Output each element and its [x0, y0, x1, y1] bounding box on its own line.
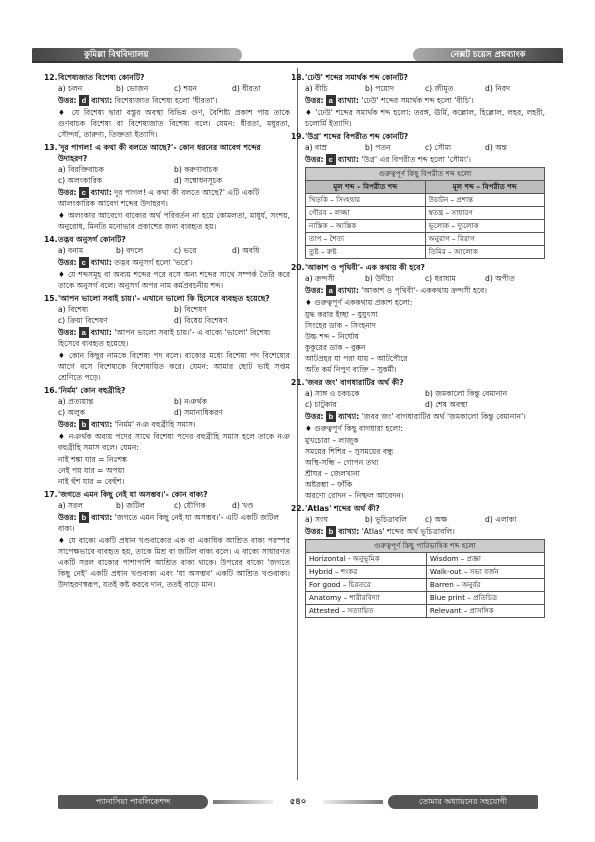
answer-label: উত্তর:	[58, 258, 77, 267]
option-d: d) বিধেয় বিশেষণ	[174, 316, 228, 325]
example-line: কুকুরের ডাক – বুক্কন	[305, 343, 366, 352]
table-row	[306, 194, 545, 207]
question-14	[44, 234, 290, 291]
example-line: নাই হুঁশ যার = বেহুঁশ।	[58, 477, 125, 486]
option-d: d) অন্ত	[485, 143, 508, 152]
question-15	[44, 293, 290, 383]
example-line: যুদ্ধ করার ইচ্ছা – যুযুৎসা	[305, 310, 378, 319]
note: ♦ 'ঢেউ' শব্দের সমার্থক শব্দ হলো: তরঙ্গ, ঊর্মি, কল্লোল, হিল্লোল, লহর, লহরী, চলোর্মি ইত্যাদি।	[305, 108, 545, 128]
page-footer	[58, 795, 538, 809]
option-a: a) সরল	[58, 501, 83, 510]
question-text: 'Atlas' শব্দের অর্থ কী?	[305, 504, 380, 513]
page-header	[32, 48, 563, 62]
table-cell: Anatomy – শারীরবিদ্যা	[306, 592, 427, 605]
option-b: b) বদলে	[116, 246, 144, 255]
example-line: অতি কর্ম নিপুণ ব্যক্তি – সুকর্মী।	[305, 365, 397, 374]
answer-box: d	[79, 95, 90, 106]
answer-box: b	[79, 419, 90, 430]
example-line: নাই শঙ্কা যার = নিঃশঙ্ক	[58, 455, 127, 464]
answer-label: উত্তর:	[305, 286, 324, 295]
explanation-text: 'আকাশ ও পৃথিবী'- এককথায় ক্রন্দসী হবে।	[361, 286, 487, 295]
table-cell: Wisdom – প্রজ্ঞা	[426, 553, 544, 566]
example-line: মুখচোরা – লাজুক	[305, 436, 359, 445]
option-d: d) সম্বোধনসূচক	[174, 176, 223, 185]
table-row	[306, 592, 545, 605]
explanation-label: ব্যাখ্যা:	[338, 412, 360, 421]
table-header: মূল শব্দ – বিপরীত শব্দ	[306, 181, 426, 194]
question-number: 18.	[291, 73, 305, 82]
option-a: a) প্রত্যয়ান্ত	[58, 397, 94, 406]
answer-line	[58, 327, 290, 349]
answer-box: c	[326, 154, 336, 165]
answer-box: a	[326, 95, 336, 106]
question-number: 14.	[44, 235, 58, 244]
option-d: d) এলাকা	[485, 515, 517, 524]
antonym-table	[305, 167, 545, 259]
explanation-text: 'উগ্র' এর বিপরীত শব্দ হলো 'সৌম্য'।	[361, 155, 471, 164]
right-column	[291, 70, 545, 621]
answer-box: b	[326, 526, 337, 537]
question-number: 16.	[44, 386, 58, 395]
answer-label: উত্তর:	[305, 96, 324, 105]
answer-line	[58, 512, 290, 534]
note: ♦ গুরুত্বপূর্ণ এককথায় প্রকাশ হলো:	[305, 298, 413, 307]
column-divider	[297, 68, 298, 780]
option-c: c) ধরাধাম	[425, 274, 456, 283]
answer-box: c	[79, 187, 89, 198]
question-text: বিশেষ্যজাত বিশেষ্য কোনটি?	[58, 73, 145, 82]
table-row	[306, 207, 545, 220]
options	[305, 83, 545, 94]
option-d: d) ধীরতা	[232, 84, 261, 93]
answer-line	[305, 95, 545, 106]
explanation-text: 'Atlas' শব্দের অর্থ ভূচিত্রাবলি।	[361, 527, 455, 536]
options	[58, 396, 290, 418]
options	[58, 83, 290, 94]
options	[58, 164, 290, 186]
question-text: 'দূর পাগল! এ কথা কী বলতে আছে?'- কোন ধরনের আবেগ শব্দের উদাহরণ?	[58, 143, 261, 163]
option-b: b) করুণাবাচক	[174, 165, 218, 174]
options	[58, 245, 290, 256]
question-text: 'আপন ভালো সবাই চায়।'- এখানে ভালো কি হিসেবে ব্যবহৃত হয়েছে?	[58, 294, 270, 303]
table-cell: খিড়কি – সিংহদ্বার	[306, 194, 426, 207]
question-16	[44, 385, 290, 487]
option-a: a) বীচি	[305, 84, 328, 93]
option-c: c) যৌগিক	[174, 501, 206, 510]
table-cell: তুষ্ট – রুষ্ট	[306, 246, 426, 259]
explanation-label: ব্যাখ্যা:	[91, 420, 113, 429]
question-17	[44, 489, 290, 590]
question-text: 'উগ্র' শব্দের বিপরীত শব্দ কোনটি?	[305, 132, 409, 141]
note: ♦ যে বিশেষ্য দ্বারা বস্তুর অবস্থা বিভিন্ন গুণ, বৈশিষ্ট্য প্রকাশ পায় তাকে গুণবাচক বিশেষ্য বা বিশেষ্যজাত বিশেষ্য বলে। যেমন: ধীরতা, মধুরতা, সৌন্দর্য, তারুণ্য, তিক্ততা ইত্যাদি।	[58, 108, 290, 139]
table-cell: Blue print – প্রতিচিত্র	[426, 592, 544, 605]
question-text: 'নির্মম' কোন বহুব্রীহি?	[58, 386, 126, 395]
example-line: অস্থি-সন্ধি – গোপন তথ্য	[305, 458, 379, 467]
footer-publisher: প্যানাসিয়া পাবলিকেশন্স	[58, 795, 208, 809]
explanation-label: ব্যাখ্যা:	[91, 96, 113, 105]
option-b: b) জটিল	[116, 501, 145, 510]
example-line: অষ্টরম্ভা – ফাঁকি	[305, 480, 353, 489]
options	[305, 388, 545, 410]
answer-line	[58, 95, 290, 106]
option-d: d) সমানাধিকরণ	[174, 408, 223, 417]
example-line: সিংহের ডাক – সিংহনাদ	[305, 321, 376, 330]
question-number: 13.	[44, 143, 58, 152]
option-d: d) অবধি	[232, 246, 260, 255]
example-line: আটপ্রহর যা পরা যায় – আটপৌরে	[305, 354, 408, 363]
table-cell: Hybrid – শংকর	[306, 566, 427, 579]
answer-box: a	[326, 285, 336, 296]
note: ♦ অলংকার আবেগে বাক্যের অর্থ পরিবর্তন না হয়ে কোমলতা, মাধুর্য, সংশয়, অনুরোধ, মিনতি মনোভাব প্রকাশের জন্য ব্যবহৃত হয়।	[58, 211, 290, 231]
left-column	[44, 70, 290, 591]
table-cell: ভূলোক – দ্যুলোক	[425, 220, 545, 233]
option-a: a) বিরক্তিবাচক	[58, 165, 104, 174]
explanation-label: ব্যাখ্যা:	[338, 527, 360, 536]
question-13	[44, 142, 290, 232]
answer-label: উত্তর:	[58, 328, 77, 337]
note: ♦ যে বাক্যে একটি প্রধান খণ্ডবাক্যের এক বা একাধিক আশ্রিত বাক্য পরস্পর সাপেক্ষভাবে ব্যবহৃত হয়, তাকে মিশ্র বা জটিল বাক্য বলে। এ বাক্যে সাধারণত একটি সরল বাক্যের পাশাপাশি আশ্রিত বাক্য থাকে। উপরের বাক্যে 'জগতে কিছু নেই' একটি প্রধান খণ্ডবাক্য এবং 'যা অসম্ভব' একটি আশ্রিত খণ্ডবাক্য। উদাহরণস্বরূপ, যতই কষ্ট করবে দান, ততই বাড়ে মান।	[58, 536, 290, 589]
answer-line	[305, 154, 545, 165]
explanation-text: 'জবর জং' বাগধারাটির অর্থ 'জমকালো কিন্তু বেমানান'।	[361, 412, 526, 421]
option-a: a) চলন	[58, 84, 83, 93]
explanation-label: ব্যাখ্যা:	[337, 96, 359, 105]
answer-box: b	[326, 411, 337, 422]
table-row	[306, 566, 545, 579]
option-c: c) শয়ন	[174, 84, 198, 93]
table-cell: তাপ – শৈত্য	[306, 233, 426, 246]
option-c: c) অলুক	[58, 408, 86, 417]
answer-label: উত্তর:	[305, 155, 324, 164]
note: ♦ নঞর্থক অব্যয় পদের সাথে বিশেষ্য পদের বহুব্রীহি সমাস হলে তাকে নঞ বহুব্রীহি সমাস বলে। যেমন:	[58, 432, 290, 452]
option-b: b) উদীচ্য	[365, 274, 394, 283]
explanation-label: ব্যাখ্যা:	[337, 155, 359, 164]
table-caption: গুরুত্বপূর্ণ কিছু পারিভাষিক শব্দ হলো	[306, 540, 545, 553]
option-b: b) ভূচিত্রাবলি	[365, 515, 407, 524]
question-number: 15.	[44, 294, 58, 303]
option-c: c) সৌম্য	[425, 143, 452, 152]
option-d: d) খণ্ড	[232, 501, 254, 510]
table-row	[306, 220, 545, 233]
question-text: 'জবর জং' বাগধারাটির অর্থ কী?	[305, 378, 404, 387]
question-text: 'আকাশ ও পৃথিবী'- এক কথায় কী হবে?	[305, 263, 425, 272]
answer-label: উত্তর:	[58, 420, 77, 429]
answer-label: উত্তর:	[305, 527, 324, 536]
terminology-table	[305, 539, 545, 618]
explanation-text: 'জগতে এমন কিছু নেই যা অসম্ভব।'- এটি একটি জটিল বাক্য।	[58, 513, 279, 533]
footer-decoration	[323, 800, 383, 804]
answer-line	[58, 257, 290, 268]
option-a: a) সাঙ্গ ও চকচকে	[305, 389, 360, 398]
table-cell: উচাটন – প্রশান্ত	[425, 194, 545, 207]
option-a: a) সংঘ	[305, 515, 329, 524]
answer-line	[305, 526, 545, 537]
explanation-label: ব্যাখ্যা:	[90, 188, 112, 197]
option-b: b) পতন	[365, 143, 391, 152]
explanation-label: ব্যাখ্যা:	[91, 513, 113, 522]
explanation-text: 'আপন ভালো সবাই চায়।'- এ বাক্যে 'ভালো' বিশেষ্য হিসেবে ব্যবহৃত হয়েছে।	[58, 328, 271, 348]
header-university: কুমিল্লা বিশ্ববিদ্যালয়	[32, 48, 242, 62]
answer-line	[58, 187, 290, 209]
question-number: 21.	[291, 378, 305, 387]
option-d: d) অপীত	[485, 274, 515, 283]
question-22	[291, 503, 545, 618]
option-c: c) ক্রিয়া বিশেষণ	[58, 316, 108, 325]
table-cell: Attested – সত্যায়িত	[306, 605, 427, 618]
question-12	[44, 72, 290, 140]
example-line: নেই পয় যার = অপয়া	[58, 466, 125, 475]
answer-label: উত্তর:	[58, 513, 77, 522]
answer-box: c	[79, 257, 89, 268]
option-b: b) ভোজন	[116, 84, 149, 93]
footer-decoration	[213, 800, 273, 804]
table-cell: অনুরাগ – বিরাগ	[425, 233, 545, 246]
explanation-label: ব্যাখ্যা:	[90, 258, 112, 267]
question-number: 19.	[291, 132, 305, 141]
table-row	[306, 605, 545, 618]
example-line: অরণ্যে রোদন – নিষ্ফল আবেদন।	[305, 491, 404, 500]
question-text: 'ঢেউ' শব্দের সমার্থক শব্দ কোনটি?	[305, 73, 408, 82]
option-a: a) বিশেষ্য	[58, 305, 89, 314]
option-a: a) বাম্র	[305, 143, 327, 152]
example-line: শ্রীঘর – জেলখানা	[305, 469, 360, 478]
table-cell: Relevant – প্রাসঙ্গিক	[426, 605, 544, 618]
table-caption: গুরুত্বপূর্ণ কিছু বিপরীত শব্দ হলো	[306, 168, 545, 181]
option-a: a) ক্রন্দসী	[305, 274, 335, 283]
option-b: b) নঞর্থক	[174, 397, 207, 406]
table-cell: নাস্তিক – আস্তিক	[306, 220, 426, 233]
table-row	[306, 553, 545, 566]
explanation-text: 'নির্মম' নঞ বহুব্রীহি সমাস।	[114, 420, 196, 429]
question-number: 17.	[44, 490, 58, 499]
option-c: c) জীমূত	[425, 84, 454, 93]
table-row	[306, 246, 545, 259]
question-18	[291, 72, 545, 129]
question-number: 12.	[44, 73, 58, 82]
example-line: সময়ের শিশির – সুসময়ের বন্ধু	[305, 447, 394, 456]
table-row	[306, 233, 545, 246]
option-d: d) নিরদ	[485, 84, 511, 93]
question-text: 'জগতে এমন কিছু নেই যা অসম্ভব।'- কোন বাক্য?	[58, 490, 208, 499]
table-cell: স্বতন্ত্র – সাধারণ	[425, 207, 545, 220]
explanation-text: বিশেষ্যজাত বিশেষ্য হলো 'ধীরতা'।	[114, 96, 218, 105]
options	[58, 500, 290, 511]
table-cell: Walk-out – সভা বর্জন	[426, 566, 544, 579]
answer-label: উত্তর:	[58, 188, 77, 197]
option-b: b) জমকালো কিন্তু বেমানান	[425, 389, 508, 398]
table-cell: তিমির – আলোক	[425, 246, 545, 259]
answer-label: উত্তর:	[58, 96, 77, 105]
explanation-text: 'ঢেউ' শব্দের সমার্থক শব্দ হলো 'বীচি'।	[361, 96, 474, 105]
answer-line	[58, 419, 290, 430]
answer-label: উত্তর:	[305, 412, 324, 421]
explanation-text: তদ্ভব অনুসর্গ হলো 'ভরে'।	[114, 258, 193, 267]
question-19	[291, 131, 545, 259]
note: ♦ যে শব্দসমূহ বা অব্যয় শব্দের পরে বসে অন্য শব্দের সাথে সম্পর্ক তৈরি করে তাকে অনুসর্গ বলে। অনুসর্গ অপর নাম কর্মপ্রবচনীয় শব্দ।	[58, 270, 290, 290]
option-c: c) ভরে	[174, 246, 197, 255]
header-book-title: নেক্সট চয়েস প্রশ্নব্যাংক	[413, 48, 563, 62]
page-number: ৫৪০	[289, 797, 307, 807]
table-row	[306, 579, 545, 592]
options	[305, 514, 545, 525]
option-c: c) অক্ষ	[425, 515, 448, 524]
table-cell: For good – চিরতরে	[306, 579, 427, 592]
options	[58, 304, 290, 326]
note: ♦ কোন কিছুর নামকে বিশেষ্য পদ বলে। বাক্যের মধ্যে বিশেষ্য পদ বিশেষ্যের আগে বসে বিশেষ্যকে বিশেষায়িত করে। যেমন: আমার ছোট ভাই সপ্তম শ্রেণিতে পড়ে।	[58, 351, 290, 382]
option-b: b) পয়োদ	[365, 84, 395, 93]
answer-line	[305, 285, 545, 296]
table-cell: Barren – অনুর্বর	[426, 579, 544, 592]
answer-line	[305, 411, 545, 422]
table-cell: গৌরব – লজ্জা	[306, 207, 426, 220]
options	[305, 142, 545, 153]
header-rule	[32, 61, 563, 63]
answer-box: a	[79, 327, 89, 338]
note: ♦ গুরুত্বপূর্ণ কিছু বাগধারা হলো:	[305, 424, 403, 433]
explanation-label: ব্যাখ্যা:	[90, 328, 112, 337]
options	[305, 273, 545, 284]
question-21	[291, 377, 545, 501]
table-cell: Horizontal - অনুভূমিক	[306, 553, 427, 566]
explanation-text: দূর পাগল! এ কথা কী বলতে আছে?' এটি একটি আলংকারিক আবেগ শব্দের উদাহরণ।	[58, 188, 260, 208]
option-d: d) শেষ অবস্থা	[425, 400, 468, 409]
option-c: c) চাটুকার	[305, 400, 337, 409]
table-header: মূল শব্দ – বিপরীত শব্দ	[425, 181, 545, 194]
question-text: তদ্ভব অনুসর্গ কোনটি?	[58, 235, 126, 244]
explanation-label: ব্যাখ্যা:	[337, 286, 359, 295]
question-20	[291, 262, 545, 375]
option-a: a) বনাম	[58, 246, 84, 255]
answer-box: b	[79, 512, 90, 523]
question-number: 20.	[291, 263, 305, 272]
footer-tagline: তোমার অধ্যায়নের সহযোগী	[388, 795, 538, 809]
option-c: c) অলংকারিক	[58, 176, 103, 185]
option-b: b) বিশেষণ	[174, 305, 207, 314]
question-number: 22.	[291, 504, 305, 513]
example-line: উচ্চ শব্দ – নির্ঘোষ	[305, 332, 359, 341]
